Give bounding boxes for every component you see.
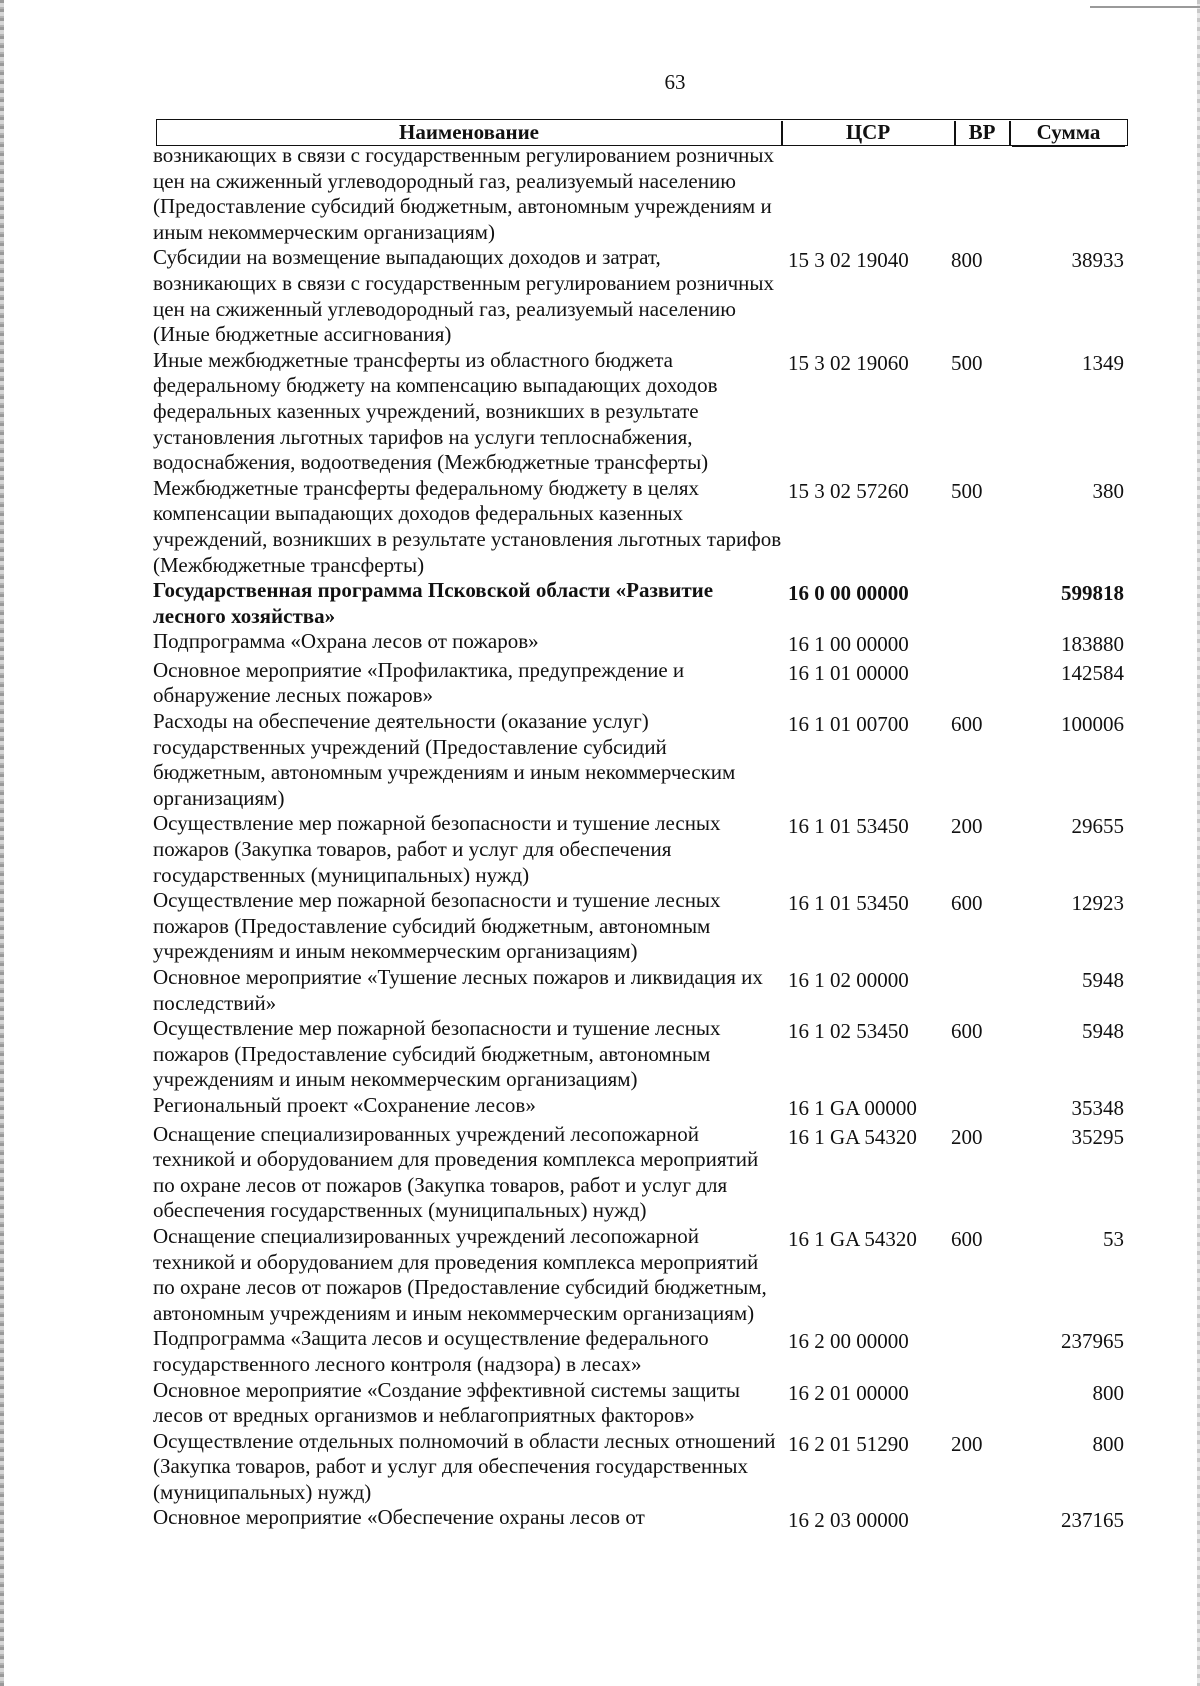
table-row [153, 476, 1133, 578]
row-name: Основное мероприятие «Создание эффективной системы защиты лесов от вредных организмов и неблагоприятных факторов» [153, 1377, 741, 1428]
row-name: Основное мероприятие «Обеспечение охраны лесов от [153, 1505, 645, 1530]
row-csr: 16 1 GA 00000 [788, 1095, 917, 1120]
row-sum: 599818 [1061, 581, 1124, 606]
row-csr: 16 1 00 00000 [788, 632, 909, 657]
row-sum: 35295 [1071, 1124, 1124, 1149]
row-csr: 16 2 01 00000 [788, 1380, 909, 1405]
row-vr [951, 1378, 999, 1381]
row-csr: 15 3 02 19040 [788, 248, 909, 273]
row-name: Осуществление мер пожарной безопасности и тушение лесных пожаров (Предоставление субсидий бюджетным, автономным учреждениям и иным некоммерческим организациям) [153, 1016, 721, 1092]
header-vr: ВР [968, 120, 996, 144]
header-csr: ЦСР [845, 120, 891, 144]
row-csr: 15 3 02 19060 [788, 350, 909, 375]
row-sum: 5948 [1082, 1019, 1124, 1044]
row-vr [951, 578, 999, 581]
row-sum: 38933 [1071, 248, 1124, 273]
row-vr [951, 965, 999, 968]
row-name: Подпрограмма «Защита лесов и осуществление федерального государственного лесного контроля (надзора) в лесах» [153, 1326, 709, 1376]
page-number: 63 [664, 70, 686, 94]
row-vr: 200 [951, 1431, 983, 1456]
table-row [153, 143, 1133, 245]
row-vr [951, 658, 999, 661]
row-name: Иные межбюджетные трансферты из областного бюджета федеральному бюджету на компенсацию выпадающих доходов федеральных казенных учреждений, возникших в результате установления льготных тарифов на услуги теплоснабжения, водоснабжения, водоотведения (Межбюджетные трансферты) [153, 347, 718, 475]
table-row [153, 1016, 1133, 1093]
row-name: Подпрограмма «Охрана лесов от пожаров» [153, 629, 539, 654]
row-csr [783, 143, 951, 146]
row-csr: 16 2 03 00000 [788, 1508, 909, 1533]
row-sum: 237165 [1061, 1508, 1124, 1533]
table-row [153, 578, 1133, 629]
table-row [153, 709, 1133, 811]
row-csr: 16 1 01 53450 [788, 814, 909, 839]
scan-edge-left [0, 0, 4, 1686]
scan-corner-mark [1090, 6, 1200, 8]
budget-table-body [153, 143, 1133, 1534]
row-sum: 142584 [1061, 660, 1124, 685]
row-name: Межбюджетные трансферты федеральному бюджету в целях компенсации выпадающих доходов федеральных казенных учреждений, возникших в результате установления льготных тарифов (Межбюджетные трансферты) [153, 475, 782, 577]
header-divider [1009, 121, 1011, 145]
row-name: Осуществление отдельных полномочий в области лесных отношений (Закупка товаров, работ и услуг для обеспечения государственных (муниципальных) нужд) [153, 1428, 776, 1504]
row-csr: 16 1 01 53450 [788, 891, 909, 916]
table-row [153, 245, 1133, 347]
row-name: Оснащение специализированных учреждений лесопожарной техникой и оборудованием для проведения комплекса мероприятий по охране лесов от пожаров (Предоставление субсидий бюджетным, автономным учреждениям и иным некоммерческим организациям) [153, 1223, 767, 1325]
row-csr: 16 0 00 00000 [788, 581, 909, 606]
row-sum: 237965 [1061, 1329, 1124, 1354]
row-name: Оснащение специализированных учреждений лесопожарной техникой и оборудованием для проведения комплекса мероприятий по охране лесов от пожаров (Закупка товаров, работ и услуг для обеспечения государственных (муниципальных) нужд) [153, 1121, 759, 1223]
row-vr: 800 [951, 248, 983, 273]
row-csr: 16 1 01 00000 [788, 660, 909, 685]
table-row [153, 629, 1133, 658]
row-name: Основное мероприятие «Тушение лесных пожаров и ликвидация их последствий» [153, 965, 763, 1015]
row-sum: 800 [1092, 1431, 1124, 1456]
row-sum: 1349 [1082, 350, 1124, 375]
table-header [156, 119, 1128, 146]
row-sum [999, 143, 1124, 146]
row-vr: 600 [951, 1019, 983, 1044]
row-csr: 15 3 02 57260 [788, 478, 909, 503]
row-csr: 16 1 01 00700 [788, 712, 909, 737]
row-sum: 35348 [1071, 1095, 1124, 1120]
table-row [153, 1093, 1133, 1122]
row-sum: 12923 [1071, 891, 1124, 916]
table-row [153, 888, 1133, 965]
row-vr: 500 [951, 478, 983, 503]
table-row [153, 1378, 1133, 1429]
row-sum: 29655 [1071, 814, 1124, 839]
row-vr [951, 1505, 999, 1508]
row-sum: 5948 [1082, 968, 1124, 992]
row-vr [951, 1093, 999, 1096]
row-csr: 16 2 00 00000 [788, 1329, 909, 1354]
row-name: Основное мероприятие «Профилактика, предупреждение и обнаружение лесных пожаров» [153, 657, 685, 708]
table-row [153, 1122, 1133, 1224]
row-vr [951, 143, 999, 146]
row-vr [951, 1326, 999, 1329]
row-sum: 800 [1092, 1380, 1124, 1405]
row-csr: 16 2 01 51290 [788, 1431, 909, 1456]
header-divider [781, 121, 783, 145]
row-vr: 200 [951, 1124, 983, 1149]
row-name: Осуществление мер пожарной безопасности и тушение лесных пожаров (Закупка товаров, работ и услуг для обеспечения государственных (муниципальных) нужд) [153, 811, 721, 887]
table-row [153, 348, 1133, 476]
row-csr: 16 1 02 00000 [788, 968, 909, 992]
table-row [153, 1505, 1133, 1534]
row-vr: 600 [951, 712, 983, 737]
table-row [153, 811, 1133, 888]
row-sum: 380 [1092, 478, 1124, 503]
row-sum: 100006 [1061, 712, 1124, 737]
row-vr: 200 [951, 814, 983, 839]
header-sum: Сумма [1036, 120, 1101, 144]
row-csr: 16 1 02 53450 [788, 1019, 909, 1044]
row-vr: 600 [951, 1226, 983, 1251]
row-sum: 53 [1103, 1226, 1124, 1251]
table-row [153, 1224, 1133, 1326]
row-name: Осуществление мер пожарной безопасности и тушение лесных пожаров (Предоставление субсидий бюджетным, автономным учреждениям и иным некоммерческим организациям) [153, 888, 721, 964]
row-csr: 16 1 GA 54320 [788, 1226, 917, 1251]
row-name: Расходы на обеспечение деятельности (оказание услуг) государственных учреждений (Предоставление субсидий бюджетным, автономным учреждениям и иным некоммерческим организациям) [153, 709, 736, 810]
table-row [153, 1429, 1133, 1506]
table-row [153, 965, 1133, 1016]
row-name: Региональный проект «Сохранение лесов» [153, 1092, 536, 1117]
table-row [153, 1326, 1133, 1377]
header-name: Наименование [399, 120, 539, 144]
row-vr [951, 629, 999, 632]
row-name: Государственная программа Псковской области «Развитие лесного хозяйства» [153, 578, 714, 628]
row-sum: 183880 [1061, 632, 1124, 657]
table-row [153, 658, 1133, 709]
row-vr: 600 [951, 891, 983, 916]
row-name: возникающих в связи с государственным регулированием розничных цен на сжиженный углеводородный газ, реализуемый населению (Предоставление субсидий бюджетным, автономным учреждениям и иным некоммерческим организациям) [153, 143, 775, 244]
row-csr: 16 1 GA 54320 [788, 1124, 917, 1149]
row-vr: 500 [951, 350, 983, 375]
row-name: Субсидии на возмещение выпадающих доходов и затрат, возникающих в связи с государственным регулированием розничных цен на сжиженный углеводородный газ, реализуемый населению (Иные бюджетные ассигнования) [153, 245, 775, 347]
